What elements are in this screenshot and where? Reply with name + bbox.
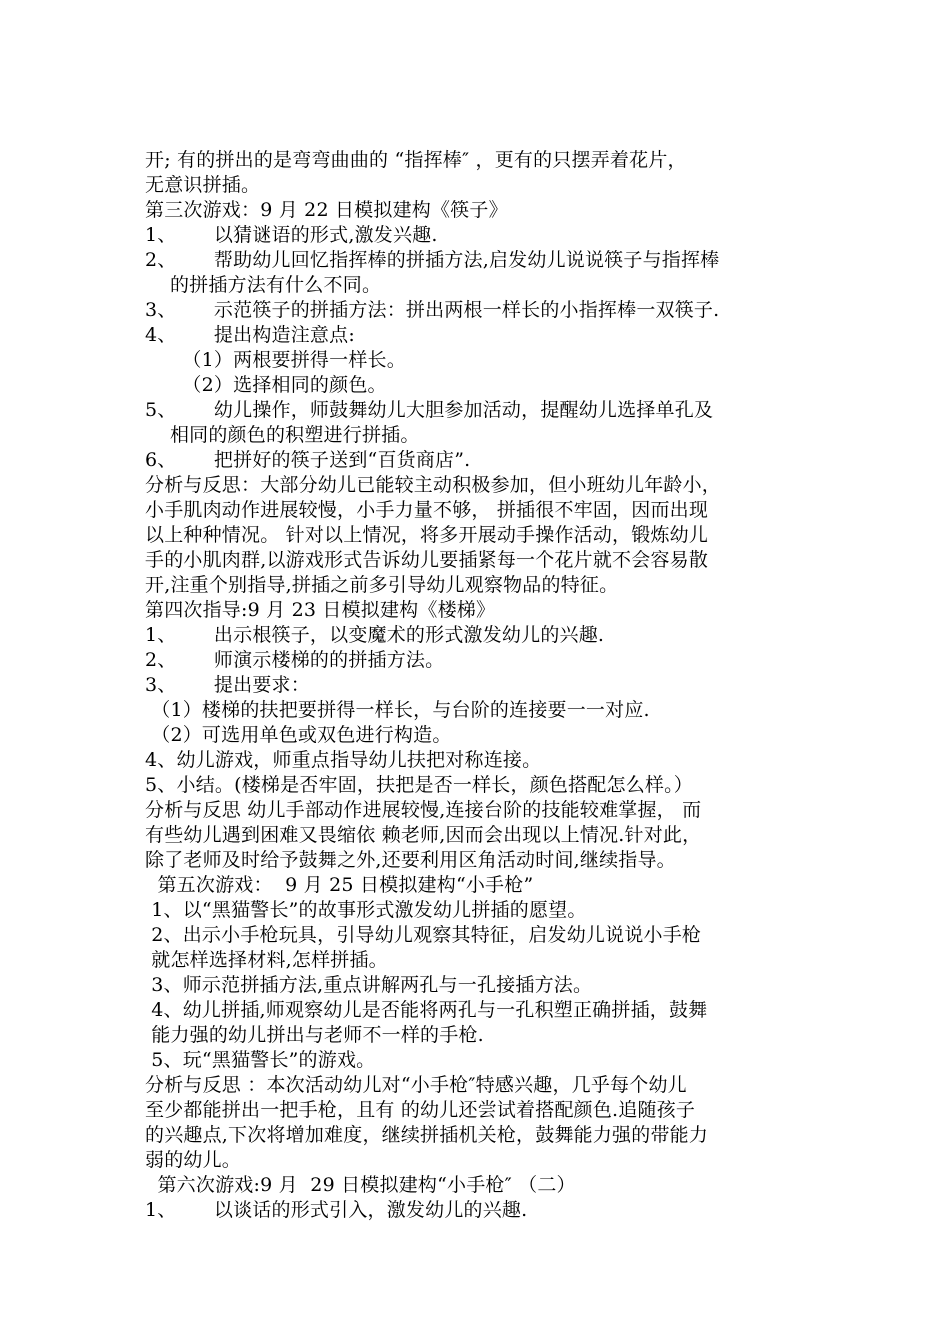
list-item-continuation: 能力强的幼儿拼出与老师不一样的手枪.: [145, 1024, 484, 1046]
analysis-paragraph: 以上种种情况。 针对以上情况，将多开展动手操作活动，锻炼幼儿: [145, 524, 709, 546]
list-item: 2、 师演示楼梯的的拼插方法。: [145, 649, 445, 671]
analysis-paragraph: 有些幼儿遇到困难又畏缩依 赖老师,因而会出现以上情况.针对此，: [145, 824, 702, 846]
analysis-paragraph: 小手肌肉动作进展较慢，小手力量不够， 拼插很不牢固，因而出现: [145, 499, 709, 521]
analysis-paragraph: 的兴趣点,下次将增加难度，继续拼插机关枪，鼓舞能力强的带能力: [145, 1124, 709, 1146]
list-item: 5、玩“黑猫警长”的游戏。: [145, 1049, 376, 1071]
sub-list-item: （2）选择相同的颜色。: [145, 374, 387, 396]
analysis-paragraph: 手的小肌肉群,以游戏形式告诉幼儿要插紧每一个花片就不会容易散: [145, 549, 709, 571]
list-item: 3、 提出要求：: [145, 674, 310, 696]
list-item: 2、 帮助幼儿回忆指挥棒的拼插方法,启发幼儿说说筷子与指挥棒: [145, 249, 720, 271]
text-line: 无意识拼插。: [145, 174, 261, 196]
list-item: 1、 出示根筷子，以变魔术的形式激发幼儿的兴趣.: [145, 624, 605, 646]
section-heading: 第五次游戏： 9 月 25 日模拟建构“小手枪”: [145, 874, 534, 896]
list-item: 3、 示范筷子的拼插方法：拼出两根一样长的小指挥棒一双筷子.: [145, 299, 720, 321]
list-item: 5、 幼儿操作，师鼓舞幼儿大胆参加活动，提醒幼儿选择单孔及: [145, 399, 714, 421]
section-heading: 第六次游戏:9 月 29 日模拟建构“小手枪″ （二）: [145, 1174, 576, 1196]
sub-list-item: （1）楼梯的扶把要拼得一样长，与台阶的连接要一一对应.: [145, 699, 650, 721]
list-item: 5、小结。(楼梯是否牢固，扶把是否一样长，颜色搭配怎么样。）: [145, 774, 694, 796]
text-line: 开; 有的拼出的是弯弯曲曲的 “指挥棒″ ，更有的只摆弄着花片，: [145, 149, 687, 171]
analysis-paragraph: 分析与反思 幼儿手部动作进展较慢,连接台阶的技能较难掌握， 而: [145, 799, 702, 821]
list-item: 4、幼儿游戏，师重点指导幼儿扶把对称连接。: [145, 749, 542, 771]
list-item-continuation: 的拼插方法有什么不同。: [145, 274, 382, 296]
analysis-paragraph: 开,注重个别指导,拼插之前多引导幼儿观察物品的特征。: [145, 574, 619, 596]
list-item-continuation: 就怎样选择材料,怎样拼插。: [145, 949, 388, 971]
analysis-paragraph: 至少都能拼出一把手枪，且有 的幼儿还尝试着搭配颜色.追随孩子: [145, 1099, 696, 1121]
analysis-paragraph: 分析与反思：大部分幼儿已能较主动积极参加，但小班幼儿年龄小，: [145, 474, 722, 496]
section-heading: 第三次游戏：9 月 22 日模拟建构《筷子》: [145, 199, 508, 221]
list-item: 4、幼儿拼插,师观察幼儿是否能将两孔与一孔积塑正确拼插，鼓舞: [145, 999, 708, 1021]
list-item: 1、以“黑猫警长”的故事形式激发幼儿拼插的愿望。: [145, 899, 587, 921]
section-heading: 第四次指导:9 月 23 日模拟建构《楼梯》: [145, 599, 496, 621]
sub-list-item: （2）可选用单色或双色进行构造。: [145, 724, 452, 746]
analysis-paragraph: 分析与反思 ：本次活动幼儿对“小手枪″特感兴趣，几乎每个幼儿: [145, 1074, 687, 1096]
analysis-paragraph: 弱的幼儿。: [145, 1149, 242, 1171]
list-item: 2、出示小手枪玩具，引导幼儿观察其特征，启发幼儿说说小手枪: [145, 924, 702, 946]
list-item-continuation: 相同的颜色的积塑进行拼插。: [145, 424, 420, 446]
list-item: 3、师示范拼插方法,重点讲解两孔与一孔接插方法。: [145, 974, 593, 996]
list-item: 1、 以谈话的形式引入，激发幼儿的兴趣.: [145, 1199, 528, 1221]
list-item: 1、 以猜谜语的形式,激发兴趣.: [145, 224, 438, 246]
list-item: 6、 把拼好的筷子送到“百货商店”.: [145, 449, 471, 471]
sub-list-item: （1）两根要拼得一样长。: [145, 349, 406, 371]
list-item: 4、 提出构造注意点:: [145, 324, 355, 346]
analysis-paragraph: 除了老师及时给予鼓舞之外,还要利用区角活动时间,继续指导。: [145, 849, 676, 871]
